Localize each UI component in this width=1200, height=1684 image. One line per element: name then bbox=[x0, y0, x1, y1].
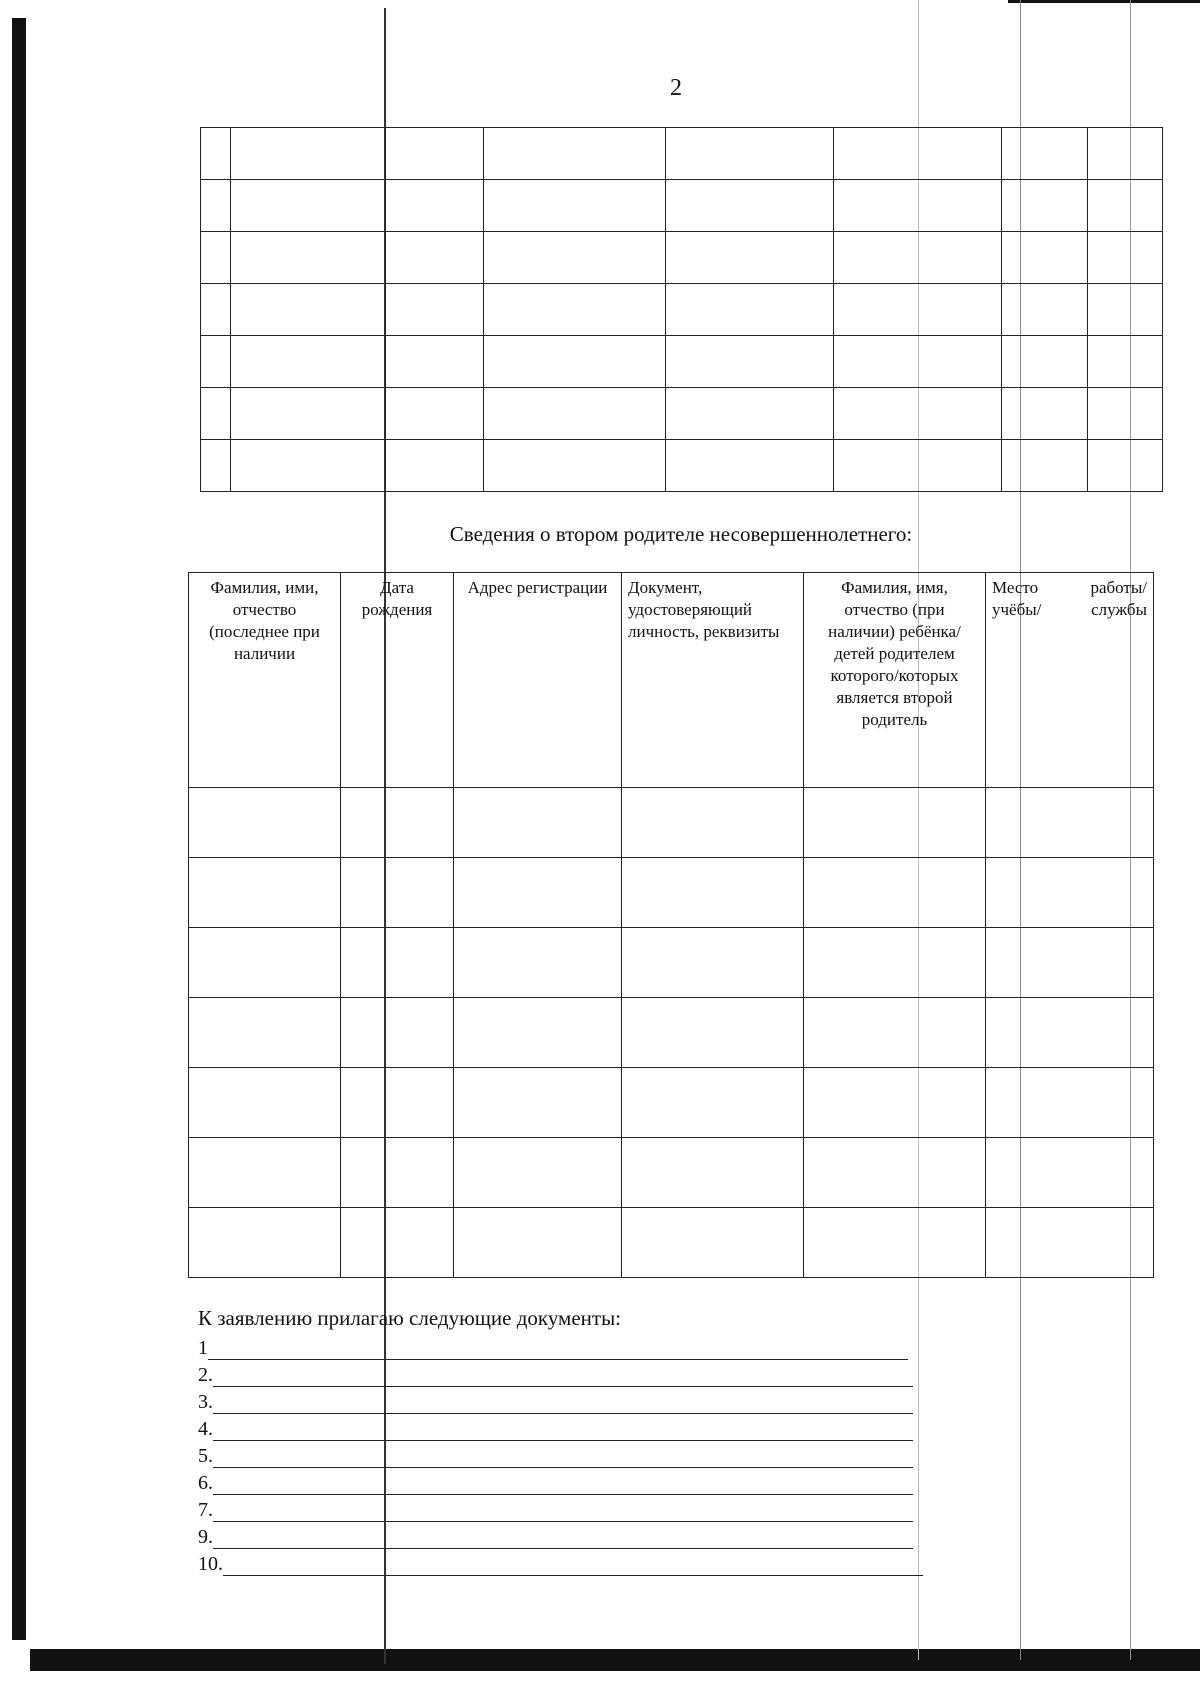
table-cell[interactable] bbox=[666, 232, 834, 284]
attachment-number: 6. bbox=[198, 1472, 213, 1494]
attachment-blank-line[interactable] bbox=[213, 1474, 913, 1495]
table-cell[interactable] bbox=[804, 928, 986, 998]
table-cell[interactable] bbox=[201, 180, 231, 232]
table-cell[interactable] bbox=[986, 928, 1154, 998]
table-cell[interactable] bbox=[189, 788, 341, 858]
table-cell[interactable] bbox=[484, 128, 666, 180]
attachment-blank-line[interactable] bbox=[213, 1501, 913, 1522]
header-birth-date: Дата рождения bbox=[341, 573, 454, 788]
table-cell[interactable] bbox=[622, 858, 804, 928]
table-cell[interactable] bbox=[189, 1208, 341, 1278]
table-cell[interactable] bbox=[1002, 128, 1088, 180]
table-cell[interactable] bbox=[834, 388, 1002, 440]
table-row bbox=[189, 928, 1154, 998]
table-cell[interactable] bbox=[454, 788, 622, 858]
table-row bbox=[201, 284, 1163, 336]
table-cell[interactable] bbox=[201, 388, 231, 440]
attachment-item bbox=[198, 1414, 923, 1441]
table-row bbox=[189, 998, 1154, 1068]
table-cell[interactable] bbox=[1002, 440, 1088, 492]
header-registration-address: Адрес регистрации bbox=[454, 573, 622, 788]
table-cell[interactable] bbox=[1088, 440, 1163, 492]
blank-table-1 bbox=[200, 127, 1163, 492]
table-cell[interactable] bbox=[622, 928, 804, 998]
attachment-number: 4. bbox=[198, 1418, 213, 1440]
attachments-list bbox=[198, 1333, 923, 1576]
attachment-item bbox=[198, 1441, 923, 1468]
table-cell[interactable] bbox=[986, 1138, 1154, 1208]
scan-border-bottom bbox=[30, 1649, 1200, 1671]
table-cell[interactable] bbox=[1002, 284, 1088, 336]
header-child-name: Фамилия, имя, отчество (при наличии) ребёнка/ детей родителем которого/которых является второй родитель bbox=[804, 573, 986, 788]
table-cell[interactable] bbox=[484, 284, 666, 336]
attachment-item bbox=[198, 1333, 923, 1360]
table-cell[interactable] bbox=[1088, 336, 1163, 388]
table-cell[interactable] bbox=[666, 284, 834, 336]
table-row bbox=[201, 388, 1163, 440]
scan-border-left bbox=[12, 18, 26, 1640]
table-cell[interactable] bbox=[804, 998, 986, 1068]
table-cell[interactable] bbox=[804, 858, 986, 928]
attachment-blank-line[interactable] bbox=[213, 1528, 913, 1549]
table-cell[interactable] bbox=[231, 440, 386, 492]
attachment-item bbox=[198, 1387, 923, 1414]
attachment-number: 2. bbox=[198, 1364, 213, 1386]
table-cell[interactable] bbox=[454, 858, 622, 928]
table-header-row bbox=[189, 573, 1154, 788]
table-cell[interactable] bbox=[386, 440, 484, 492]
table-cell[interactable] bbox=[986, 1068, 1154, 1138]
table-cell[interactable] bbox=[1088, 232, 1163, 284]
table-cell[interactable] bbox=[341, 858, 454, 928]
table-cell[interactable] bbox=[231, 388, 386, 440]
table-cell[interactable] bbox=[1088, 388, 1163, 440]
table-cell[interactable] bbox=[341, 1068, 454, 1138]
table-row bbox=[189, 1208, 1154, 1278]
table-cell[interactable] bbox=[834, 128, 1002, 180]
table-cell[interactable] bbox=[201, 284, 231, 336]
attachment-number: 7. bbox=[198, 1499, 213, 1521]
table-cell[interactable] bbox=[201, 128, 231, 180]
table-cell[interactable] bbox=[986, 998, 1154, 1068]
attachment-number: 5. bbox=[198, 1445, 213, 1467]
table-cell[interactable] bbox=[454, 1138, 622, 1208]
table-cell[interactable] bbox=[834, 232, 1002, 284]
table-cell[interactable] bbox=[986, 788, 1154, 858]
table-row bbox=[201, 440, 1163, 492]
attachment-number: 1 bbox=[198, 1337, 208, 1359]
attachment-blank-line[interactable] bbox=[213, 1366, 913, 1387]
table-row bbox=[189, 1138, 1154, 1208]
header-full-name: Фамилия, ими, отчество (последнее при наличии bbox=[189, 573, 341, 788]
table-cell[interactable] bbox=[666, 180, 834, 232]
table-row bbox=[189, 858, 1154, 928]
table-cell[interactable] bbox=[1002, 180, 1088, 232]
table-cell[interactable] bbox=[834, 284, 1002, 336]
table-cell[interactable] bbox=[189, 1068, 341, 1138]
table-cell[interactable] bbox=[341, 788, 454, 858]
table-cell[interactable] bbox=[804, 788, 986, 858]
table-row bbox=[201, 128, 1163, 180]
table-cell[interactable] bbox=[201, 336, 231, 388]
attachment-blank-line[interactable] bbox=[213, 1447, 913, 1468]
table-cell[interactable] bbox=[666, 336, 834, 388]
table-cell[interactable] bbox=[231, 336, 386, 388]
table-cell[interactable] bbox=[834, 180, 1002, 232]
attachment-blank-line[interactable] bbox=[208, 1339, 908, 1360]
table-cell[interactable] bbox=[189, 1138, 341, 1208]
table-cell[interactable] bbox=[1002, 336, 1088, 388]
scan-border-top bbox=[1008, 0, 1200, 3]
table-cell[interactable] bbox=[1088, 180, 1163, 232]
table-cell[interactable] bbox=[189, 928, 341, 998]
table-cell[interactable] bbox=[804, 1208, 986, 1278]
table-cell[interactable] bbox=[1088, 284, 1163, 336]
table-cell[interactable] bbox=[454, 928, 622, 998]
attachment-item bbox=[198, 1495, 923, 1522]
table-row bbox=[189, 788, 1154, 858]
table-cell[interactable] bbox=[804, 1138, 986, 1208]
page-number: 2 bbox=[670, 75, 682, 101]
table-cell[interactable] bbox=[484, 336, 666, 388]
table-cell[interactable] bbox=[341, 1138, 454, 1208]
table-cell[interactable] bbox=[231, 180, 386, 232]
table-cell[interactable] bbox=[386, 232, 484, 284]
table-row bbox=[201, 232, 1163, 284]
attachment-item bbox=[198, 1468, 923, 1495]
table-cell[interactable] bbox=[622, 1068, 804, 1138]
table-cell[interactable] bbox=[834, 440, 1002, 492]
table-cell[interactable] bbox=[231, 128, 386, 180]
attachment-item bbox=[198, 1360, 923, 1387]
table-cell[interactable] bbox=[341, 998, 454, 1068]
table-cell[interactable] bbox=[484, 232, 666, 284]
table-cell[interactable] bbox=[622, 1208, 804, 1278]
table-row bbox=[201, 336, 1163, 388]
table-cell[interactable] bbox=[804, 1068, 986, 1138]
table-cell[interactable] bbox=[341, 1208, 454, 1278]
table-cell[interactable] bbox=[986, 1208, 1154, 1278]
table-cell[interactable] bbox=[386, 128, 484, 180]
table-cell[interactable] bbox=[189, 998, 341, 1068]
table-cell[interactable] bbox=[1088, 128, 1163, 180]
table-row bbox=[189, 1068, 1154, 1138]
table-cell[interactable] bbox=[666, 128, 834, 180]
attachment-number: 10. bbox=[198, 1553, 223, 1575]
table-cell[interactable] bbox=[454, 1068, 622, 1138]
table-cell[interactable] bbox=[484, 180, 666, 232]
table-cell[interactable] bbox=[666, 388, 834, 440]
second-parent-table bbox=[188, 572, 1154, 1278]
attachments-intro: К заявлению прилагаю следующие документы: bbox=[198, 1306, 622, 1330]
table-cell[interactable] bbox=[386, 180, 484, 232]
table-cell[interactable] bbox=[622, 1138, 804, 1208]
attachment-number: 3. bbox=[198, 1391, 213, 1413]
table-cell[interactable] bbox=[454, 998, 622, 1068]
table-cell[interactable] bbox=[1002, 388, 1088, 440]
attachment-blank-line[interactable] bbox=[213, 1393, 913, 1414]
table-cell[interactable] bbox=[386, 336, 484, 388]
table-cell[interactable] bbox=[386, 284, 484, 336]
attachment-item bbox=[198, 1549, 923, 1576]
table-cell[interactable] bbox=[484, 388, 666, 440]
table-cell[interactable] bbox=[231, 284, 386, 336]
table-cell[interactable] bbox=[341, 928, 454, 998]
table-cell[interactable] bbox=[834, 336, 1002, 388]
table-cell[interactable] bbox=[666, 440, 834, 492]
table-cell[interactable] bbox=[201, 232, 231, 284]
table-cell[interactable] bbox=[454, 1208, 622, 1278]
table-cell[interactable] bbox=[386, 388, 484, 440]
section-title: Сведения о втором родителе несовершеннолетнего: bbox=[449, 522, 913, 546]
attachment-blank-line[interactable] bbox=[223, 1555, 923, 1576]
table-row bbox=[201, 180, 1163, 232]
attachment-blank-line[interactable] bbox=[213, 1420, 913, 1441]
table-cell[interactable] bbox=[986, 858, 1154, 928]
table-cell[interactable] bbox=[201, 440, 231, 492]
table-cell[interactable] bbox=[622, 998, 804, 1068]
header-identity-document: Документ, удостоверяющий личность, реквизиты bbox=[622, 573, 804, 788]
table-cell[interactable] bbox=[1002, 232, 1088, 284]
table-cell[interactable] bbox=[189, 858, 341, 928]
table-cell[interactable] bbox=[484, 440, 666, 492]
header-workplace: Место работы/ учёбы/ службы bbox=[986, 573, 1154, 788]
table-cell[interactable] bbox=[231, 232, 386, 284]
attachment-number: 9. bbox=[198, 1526, 213, 1548]
attachment-item bbox=[198, 1522, 923, 1549]
table-cell[interactable] bbox=[622, 788, 804, 858]
